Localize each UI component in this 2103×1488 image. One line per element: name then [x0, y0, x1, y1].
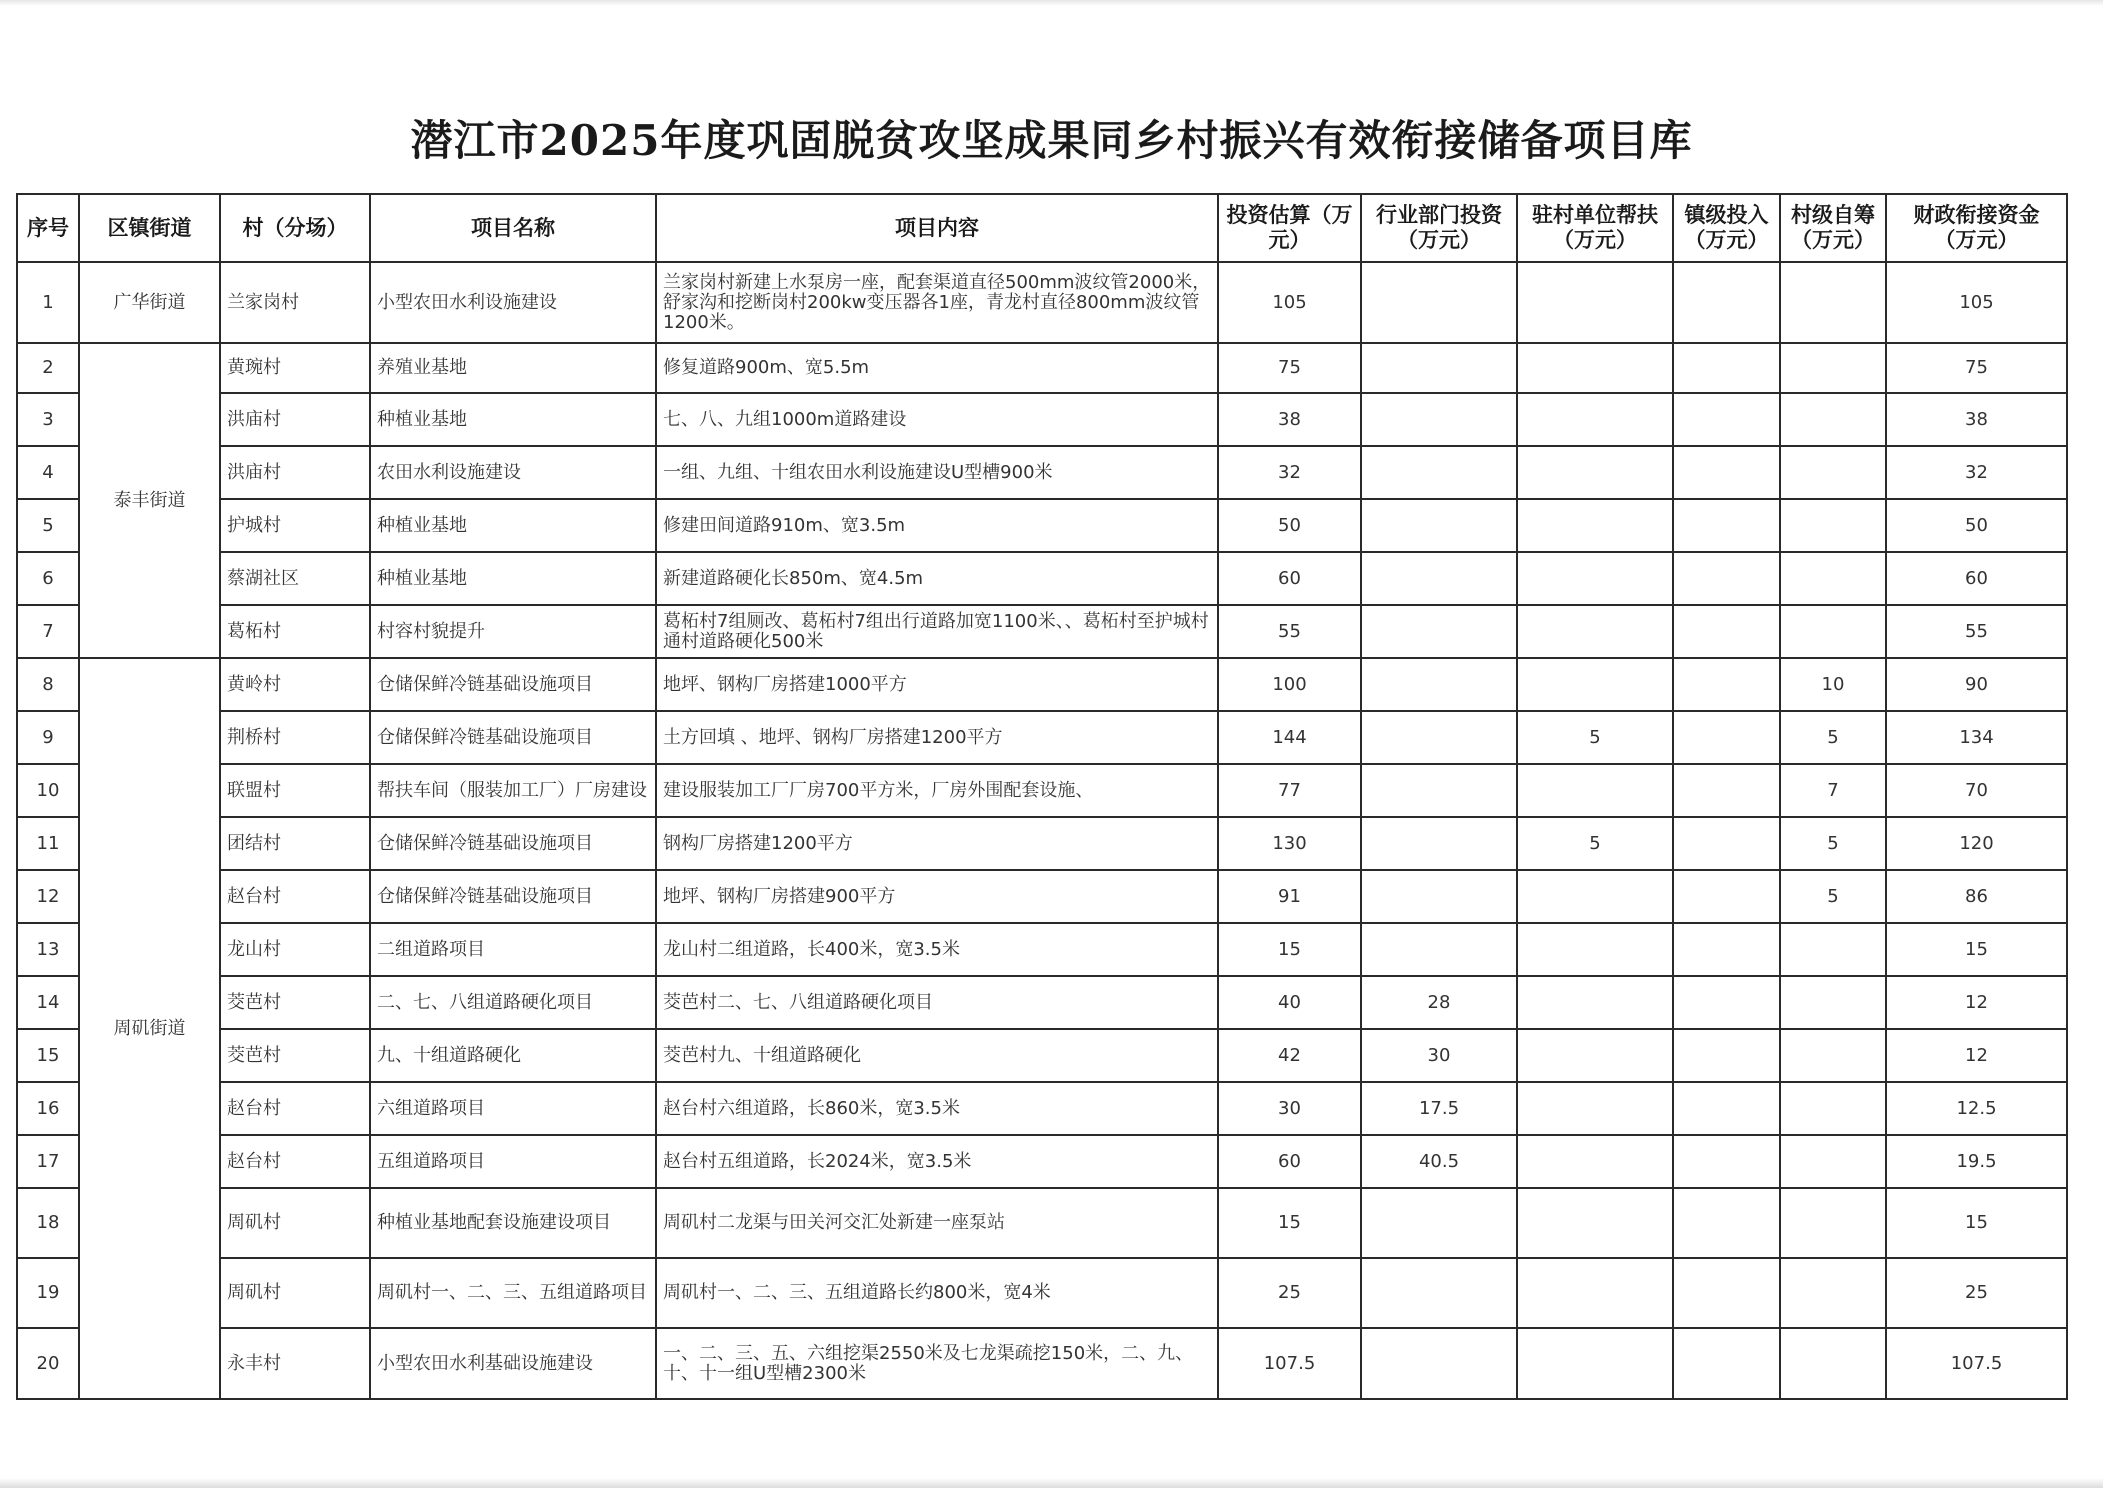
cell-town: [1673, 1328, 1780, 1399]
cell-fiscal: 55: [1886, 605, 2067, 658]
cell-unit-help: [1517, 976, 1673, 1029]
cell-unit-help: [1517, 1328, 1673, 1399]
cell-dept: [1361, 552, 1517, 605]
cell-village: 周矶村: [220, 1188, 370, 1258]
header-seq: 序号: [17, 194, 79, 262]
cell-project-content: 地坪、钢构厂房搭建900平方: [656, 870, 1218, 923]
cell-village-self: [1780, 1328, 1886, 1399]
cell-village-self: [1780, 262, 1886, 343]
cell-town: [1673, 870, 1780, 923]
cell-project-name: 种植业基地配套设施建设项目: [370, 1188, 656, 1258]
cell-seq: 10: [17, 764, 79, 817]
cell-dept: 30: [1361, 1029, 1517, 1082]
cell-unit-help: 5: [1517, 817, 1673, 870]
cell-project-content: 龙山村二组道路，长400米，宽3.5米: [656, 923, 1218, 976]
cell-seq: 9: [17, 711, 79, 764]
header-project-content: 项目内容: [656, 194, 1218, 262]
cell-investment: 144: [1218, 711, 1361, 764]
cell-town: [1673, 393, 1780, 446]
cell-project-content: 地坪、钢构厂房搭建1000平方: [656, 658, 1218, 711]
cell-unit-help: [1517, 446, 1673, 499]
header-district: 区镇街道: [79, 194, 220, 262]
cell-village: 荆桥村: [220, 711, 370, 764]
cell-project-name: 小型农田水利设施建设: [370, 262, 656, 343]
table-row: [17, 343, 2067, 393]
header-village: 村（分场）: [220, 194, 370, 262]
cell-project-content: 七、八、九组1000m道路建设: [656, 393, 1218, 446]
cell-dept: [1361, 446, 1517, 499]
cell-investment: 38: [1218, 393, 1361, 446]
cell-town: [1673, 817, 1780, 870]
cell-project-content: 赵台村五组道路，长2024米，宽3.5米: [656, 1135, 1218, 1188]
cell-project-content: 茭芭村二、七、八组道路硬化项目: [656, 976, 1218, 1029]
cell-village: 蔡湖社区: [220, 552, 370, 605]
cell-seq: 4: [17, 446, 79, 499]
cell-seq: 16: [17, 1082, 79, 1135]
cell-village: 洪庙村: [220, 446, 370, 499]
cell-unit-help: 5: [1517, 711, 1673, 764]
cell-village-self: [1780, 605, 1886, 658]
cell-project-name: 六组道路项目: [370, 1082, 656, 1135]
cell-fiscal: 134: [1886, 711, 2067, 764]
table-row: [17, 1258, 2067, 1328]
cell-unit-help: [1517, 393, 1673, 446]
cell-village: 赵台村: [220, 1082, 370, 1135]
cell-village: 龙山村: [220, 923, 370, 976]
cell-dept: [1361, 1258, 1517, 1328]
table-row: [17, 446, 2067, 499]
table-row: [17, 1188, 2067, 1258]
cell-village: 团结村: [220, 817, 370, 870]
cell-fiscal: 12.5: [1886, 1082, 2067, 1135]
cell-fiscal: 32: [1886, 446, 2067, 499]
cell-project-content: 一、二、三、五、六组挖渠2550米及七龙渠疏挖150米，二、九、十、十一组U型槽2300米: [656, 1328, 1218, 1399]
table-row: [17, 605, 2067, 658]
scan-top-edge: [0, 0, 2103, 6]
cell-project-name: 种植业基地: [370, 552, 656, 605]
cell-project-content: 兰家岗村新建上水泵房一座，配套渠道直径500mm波纹管2000米，舒家沟和挖断岗村200kw变压器各1座，青龙村直径800mm波纹管1200米。: [656, 262, 1218, 343]
cell-fiscal: 38: [1886, 393, 2067, 446]
cell-project-content: 周矶村二龙渠与田关河交汇处新建一座泵站: [656, 1188, 1218, 1258]
cell-fiscal: 12: [1886, 1029, 2067, 1082]
cell-town: [1673, 1029, 1780, 1082]
cell-project-content: 茭芭村九、十组道路硬化: [656, 1029, 1218, 1082]
table-row: [17, 870, 2067, 923]
header-village-self: 村级自筹（万元）: [1780, 194, 1886, 262]
cell-dept: [1361, 764, 1517, 817]
cell-project-name: 仓储保鲜冷链基础设施项目: [370, 711, 656, 764]
cell-town: [1673, 764, 1780, 817]
cell-district: 周矶街道: [79, 658, 220, 1399]
cell-seq: 14: [17, 976, 79, 1029]
cell-unit-help: [1517, 499, 1673, 552]
cell-town: [1673, 262, 1780, 343]
table-row: [17, 262, 2067, 343]
cell-project-content: 修复道路900m、宽5.5m: [656, 343, 1218, 393]
cell-district: 广华街道: [79, 262, 220, 343]
cell-project-name: 二组道路项目: [370, 923, 656, 976]
cell-village: 黄岭村: [220, 658, 370, 711]
table-row: [17, 817, 2067, 870]
cell-village: 茭芭村: [220, 1029, 370, 1082]
cell-village: 周矶村: [220, 1258, 370, 1328]
cell-town: [1673, 711, 1780, 764]
cell-investment: 50: [1218, 499, 1361, 552]
cell-investment: 105: [1218, 262, 1361, 343]
table-row: [17, 976, 2067, 1029]
cell-unit-help: [1517, 1135, 1673, 1188]
cell-village: 黄琬村: [220, 343, 370, 393]
cell-seq: 5: [17, 499, 79, 552]
cell-village-self: 5: [1780, 817, 1886, 870]
cell-project-name: 农田水利设施建设: [370, 446, 656, 499]
cell-project-content: 新建道路硬化长850m、宽4.5m: [656, 552, 1218, 605]
cell-town: [1673, 1135, 1780, 1188]
cell-village-self: 5: [1780, 870, 1886, 923]
scan-bottom-edge: [0, 1478, 2103, 1488]
cell-unit-help: [1517, 870, 1673, 923]
cell-seq: 6: [17, 552, 79, 605]
cell-seq: 19: [17, 1258, 79, 1328]
cell-seq: 17: [17, 1135, 79, 1188]
cell-village: 联盟村: [220, 764, 370, 817]
cell-investment: 77: [1218, 764, 1361, 817]
cell-fiscal: 12: [1886, 976, 2067, 1029]
table-row: [17, 1082, 2067, 1135]
cell-dept: [1361, 1188, 1517, 1258]
table-row: [17, 923, 2067, 976]
table-row: [17, 499, 2067, 552]
header-unit-help: 驻村单位帮扶（万元）: [1517, 194, 1673, 262]
cell-investment: 60: [1218, 1135, 1361, 1188]
table-row: [17, 711, 2067, 764]
cell-village-self: [1780, 923, 1886, 976]
cell-unit-help: [1517, 605, 1673, 658]
cell-dept: [1361, 499, 1517, 552]
table-header-row: [17, 194, 2067, 262]
cell-dept: [1361, 870, 1517, 923]
cell-investment: 42: [1218, 1029, 1361, 1082]
cell-dept: 40.5: [1361, 1135, 1517, 1188]
cell-project-name: 帮扶车间（服装加工厂）厂房建设: [370, 764, 656, 817]
cell-project-name: 仓储保鲜冷链基础设施项目: [370, 658, 656, 711]
cell-investment: 40: [1218, 976, 1361, 1029]
cell-village-self: [1780, 1029, 1886, 1082]
cell-unit-help: [1517, 552, 1673, 605]
cell-dept: 28: [1361, 976, 1517, 1029]
cell-village-self: [1780, 343, 1886, 393]
cell-unit-help: [1517, 1188, 1673, 1258]
cell-fiscal: 90: [1886, 658, 2067, 711]
table-row: [17, 764, 2067, 817]
cell-project-name: 二、七、八组道路硬化项目: [370, 976, 656, 1029]
cell-village-self: [1780, 1135, 1886, 1188]
header-project-name: 项目名称: [370, 194, 656, 262]
cell-unit-help: [1517, 764, 1673, 817]
cell-dept: [1361, 393, 1517, 446]
cell-project-name: 五组道路项目: [370, 1135, 656, 1188]
cell-project-content: 钢构厂房搭建1200平方: [656, 817, 1218, 870]
cell-dept: [1361, 1328, 1517, 1399]
cell-unit-help: [1517, 658, 1673, 711]
cell-village: 葛柘村: [220, 605, 370, 658]
cell-fiscal: 75: [1886, 343, 2067, 393]
cell-village-self: [1780, 446, 1886, 499]
cell-fiscal: 60: [1886, 552, 2067, 605]
cell-town: [1673, 552, 1780, 605]
cell-unit-help: [1517, 923, 1673, 976]
cell-dept: [1361, 658, 1517, 711]
cell-village: 护城村: [220, 499, 370, 552]
cell-village-self: [1780, 499, 1886, 552]
cell-village-self: [1780, 1188, 1886, 1258]
cell-unit-help: [1517, 1258, 1673, 1328]
cell-project-name: 种植业基地: [370, 499, 656, 552]
cell-fiscal: 50: [1886, 499, 2067, 552]
cell-fiscal: 120: [1886, 817, 2067, 870]
cell-project-content: 赵台村六组道路，长860米，宽3.5米: [656, 1082, 1218, 1135]
cell-investment: 91: [1218, 870, 1361, 923]
cell-village: 赵台村: [220, 870, 370, 923]
cell-village-self: [1780, 552, 1886, 605]
cell-investment: 100: [1218, 658, 1361, 711]
cell-town: [1673, 605, 1780, 658]
cell-town: [1673, 499, 1780, 552]
cell-seq: 1: [17, 262, 79, 343]
cell-seq: 7: [17, 605, 79, 658]
cell-fiscal: 19.5: [1886, 1135, 2067, 1188]
cell-investment: 15: [1218, 923, 1361, 976]
cell-village: 兰家岗村: [220, 262, 370, 343]
cell-project-name: 村容村貌提升: [370, 605, 656, 658]
page-title: 潜江市2025年度巩固脱贫攻坚成果同乡村振兴有效衔接储备项目库: [410, 116, 1693, 165]
cell-project-content: 葛柘村7组厕改、葛柘村7组出行道路加宽1100米、、葛柘村至护城村通村道路硬化500米: [656, 605, 1218, 658]
cell-investment: 60: [1218, 552, 1361, 605]
cell-project-name: 种植业基地: [370, 393, 656, 446]
cell-village-self: 7: [1780, 764, 1886, 817]
table-row: [17, 1328, 2067, 1399]
cell-investment: 130: [1218, 817, 1361, 870]
cell-town: [1673, 923, 1780, 976]
cell-investment: 15: [1218, 1188, 1361, 1258]
cell-village: 洪庙村: [220, 393, 370, 446]
cell-dept: [1361, 605, 1517, 658]
cell-town: [1673, 1082, 1780, 1135]
cell-unit-help: [1517, 343, 1673, 393]
table-row: [17, 393, 2067, 446]
cell-investment: 25: [1218, 1258, 1361, 1328]
cell-project-name: 养殖业基地: [370, 343, 656, 393]
cell-seq: 12: [17, 870, 79, 923]
cell-town: [1673, 446, 1780, 499]
cell-seq: 11: [17, 817, 79, 870]
cell-fiscal: 15: [1886, 1188, 2067, 1258]
cell-project-content: 周矶村一、二、三、五组道路长约800米，宽4米: [656, 1258, 1218, 1328]
table-row: [17, 552, 2067, 605]
cell-project-name: 九、十组道路硬化: [370, 1029, 656, 1082]
cell-project-content: 修建田间道路910m、宽3.5m: [656, 499, 1218, 552]
cell-town: [1673, 343, 1780, 393]
header-town-input: 镇级投入（万元）: [1673, 194, 1780, 262]
cell-project-content: 一组、九组、十组农田水利设施建设U型槽900米: [656, 446, 1218, 499]
cell-investment: 30: [1218, 1082, 1361, 1135]
cell-project-name: 仓储保鲜冷链基础设施项目: [370, 817, 656, 870]
cell-seq: 3: [17, 393, 79, 446]
cell-project-content: 土方回填 、地坪、钢构厂房搭建1200平方: [656, 711, 1218, 764]
cell-fiscal: 107.5: [1886, 1328, 2067, 1399]
cell-fiscal: 25: [1886, 1258, 2067, 1328]
cell-seq: 2: [17, 343, 79, 393]
cell-investment: 107.5: [1218, 1328, 1361, 1399]
cell-village-self: [1780, 976, 1886, 1029]
cell-fiscal: 105: [1886, 262, 2067, 343]
cell-town: [1673, 1258, 1780, 1328]
cell-village-self: [1780, 1082, 1886, 1135]
cell-village-self: 5: [1780, 711, 1886, 764]
cell-dept: [1361, 817, 1517, 870]
cell-district: 泰丰街道: [79, 343, 220, 658]
cell-project-name: 仓储保鲜冷链基础设施项目: [370, 870, 656, 923]
cell-project-name: 周矶村一、二、三、五组道路项目: [370, 1258, 656, 1328]
header-investment: 投资估算（万元）: [1218, 194, 1361, 262]
cell-project-name: 小型农田水利基础设施建设: [370, 1328, 656, 1399]
cell-dept: [1361, 711, 1517, 764]
cell-unit-help: [1517, 1082, 1673, 1135]
cell-dept: 17.5: [1361, 1082, 1517, 1135]
cell-fiscal: 70: [1886, 764, 2067, 817]
cell-village-self: [1780, 1258, 1886, 1328]
cell-dept: [1361, 923, 1517, 976]
cell-town: [1673, 658, 1780, 711]
cell-seq: 15: [17, 1029, 79, 1082]
cell-town: [1673, 976, 1780, 1029]
header-fiscal-funds: 财政衔接资金（万元）: [1886, 194, 2067, 262]
cell-seq: 18: [17, 1188, 79, 1258]
cell-fiscal: 15: [1886, 923, 2067, 976]
cell-investment: 75: [1218, 343, 1361, 393]
cell-fiscal: 86: [1886, 870, 2067, 923]
cell-village: 赵台村: [220, 1135, 370, 1188]
cell-dept: [1361, 343, 1517, 393]
cell-village: 茭芭村: [220, 976, 370, 1029]
cell-seq: 13: [17, 923, 79, 976]
table-row: [17, 658, 2067, 711]
cell-town: [1673, 1188, 1780, 1258]
cell-seq: 8: [17, 658, 79, 711]
cell-village: 永丰村: [220, 1328, 370, 1399]
header-dept-investment: 行业部门投资（万元）: [1361, 194, 1517, 262]
project-table: [16, 193, 2068, 1400]
cell-project-content: 建设服装加工厂厂房700平方米，厂房外围配套设施、: [656, 764, 1218, 817]
cell-village-self: [1780, 393, 1886, 446]
cell-village-self: 10: [1780, 658, 1886, 711]
table-row: [17, 1135, 2067, 1188]
cell-unit-help: [1517, 1029, 1673, 1082]
cell-investment: 32: [1218, 446, 1361, 499]
cell-seq: 20: [17, 1328, 79, 1399]
cell-dept: [1361, 262, 1517, 343]
cell-unit-help: [1517, 262, 1673, 343]
table-row: [17, 1029, 2067, 1082]
cell-investment: 55: [1218, 605, 1361, 658]
